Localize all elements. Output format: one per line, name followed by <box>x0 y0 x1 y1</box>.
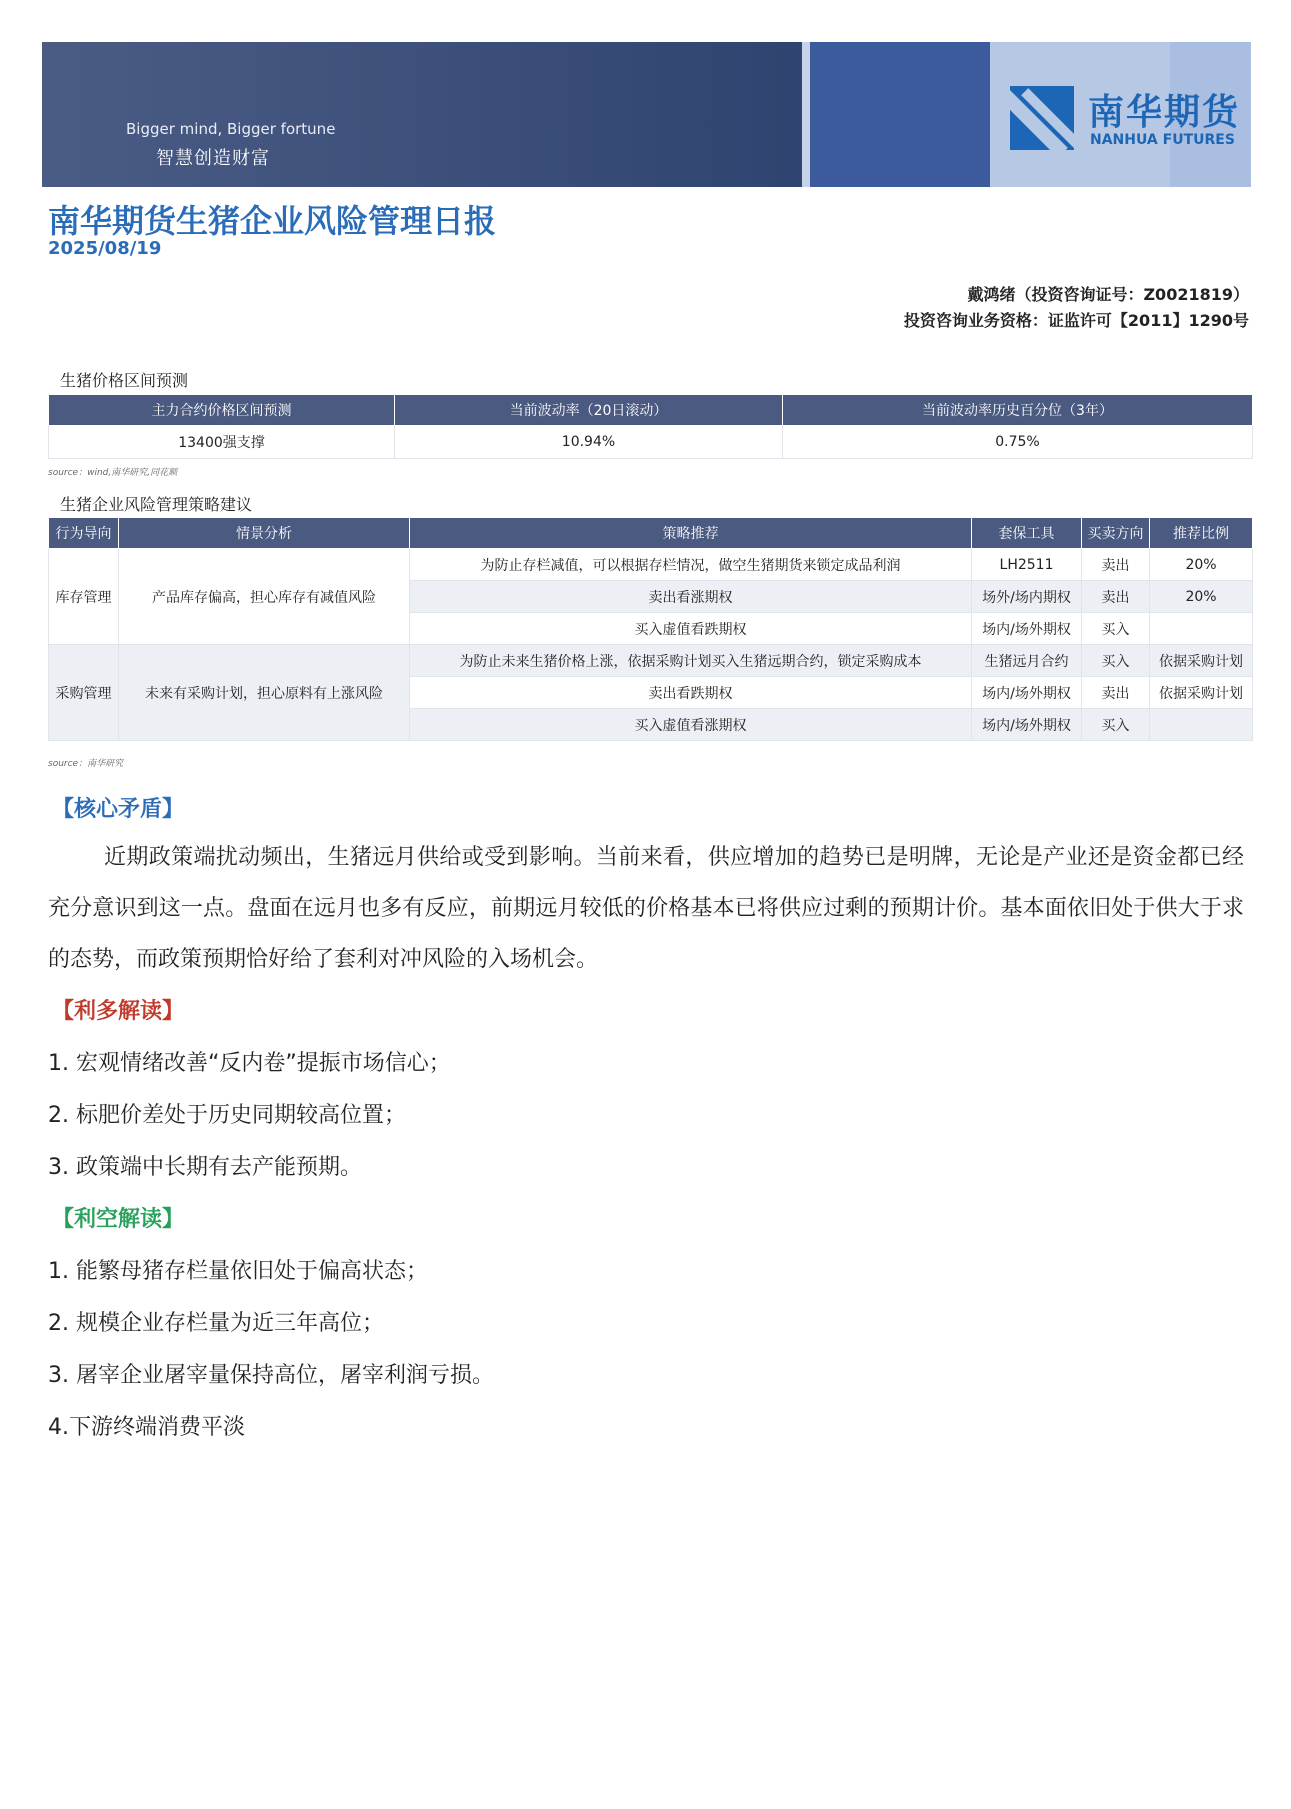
bullish-item: 2. 标肥价差处于历史同期较高位置； <box>48 1103 406 1128</box>
table-header: 当前波动率（20日滚动） <box>395 395 783 426</box>
table-header-row <box>49 518 1253 549</box>
strategy-table-label: 生猪企业风险管理策略建议 <box>60 495 253 514</box>
table-row <box>49 549 1253 581</box>
strategy-cell: 买入虚值看跌期权 <box>410 613 972 645</box>
core-heading: 【核心矛盾】 <box>52 797 185 822</box>
tool-cell: 生猪远月合约 <box>972 645 1082 677</box>
strategy-table <box>48 517 1253 741</box>
tool-cell: 场外/场内期权 <box>972 581 1082 613</box>
table-header: 主力合约价格区间预测 <box>49 395 395 426</box>
ratio-cell: 20% <box>1150 549 1253 581</box>
tool-cell: 场内/场外期权 <box>972 613 1082 645</box>
logo-text-en: NANHUA FUTURES <box>1090 132 1235 148</box>
table-cell: 0.75% <box>783 426 1253 459</box>
bearish-heading: 【利空解读】 <box>52 1207 185 1232</box>
slogan-cn: 智慧创造财富 <box>156 148 270 169</box>
direction-cell: 买入 <box>1082 709 1150 741</box>
bearish-item: 1. 能繁母猪存栏量依旧处于偏高状态； <box>48 1259 428 1284</box>
report-date: 2025/08/19 <box>48 238 162 259</box>
table-header: 买卖方向 <box>1082 518 1150 549</box>
price-table-label: 生猪价格区间预测 <box>60 371 189 390</box>
table-header-row <box>49 395 1253 426</box>
table-row <box>49 645 1253 677</box>
report-title: 南华期货生猪企业风险管理日报 <box>48 202 497 240</box>
slogan-en: Bigger mind, Bigger fortune <box>126 120 336 138</box>
company-logo <box>1010 84 1240 154</box>
bullish-heading: 【利多解读】 <box>52 999 185 1024</box>
ratio-cell: 20% <box>1150 581 1253 613</box>
license-info: 投资咨询业务资格：证监许可【2011】1290号 <box>903 311 1249 330</box>
ratio-cell <box>1150 613 1253 645</box>
source-note: source：wind,南华研究,同花顺 <box>48 468 178 478</box>
banner-stripe <box>802 42 810 187</box>
direction-cell: 卖出 <box>1082 549 1150 581</box>
ratio-cell: 依据采购计划 <box>1150 645 1253 677</box>
logo-mark-icon <box>1010 86 1074 150</box>
strategy-cell: 卖出看跌期权 <box>410 677 972 709</box>
scenario-cell: 产品库存偏高，担心库存有减值风险 <box>119 549 410 645</box>
direction-cell: 卖出 <box>1082 581 1150 613</box>
strategy-cell: 为防止存栏减值，可以根据存栏情况，做空生猪期货来锁定成品利润 <box>410 549 972 581</box>
source-note: source：南华研究 <box>48 759 124 769</box>
table-cell: 13400强支撑 <box>49 426 395 459</box>
direction-cell: 买入 <box>1082 613 1150 645</box>
tool-cell: 场内/场外期权 <box>972 677 1082 709</box>
author-name: 戴鸿绪（投资咨询证号：Z0021819） <box>967 285 1249 304</box>
orientation-cell: 库存管理 <box>49 549 119 645</box>
price-forecast-table <box>48 394 1253 459</box>
header-banner <box>42 42 1251 187</box>
table-header: 推荐比例 <box>1150 518 1253 549</box>
banner-stripe <box>810 42 990 187</box>
scenario-cell: 未来有采购计划，担心原料有上涨风险 <box>119 645 410 741</box>
table-header: 当前波动率历史百分位（3年） <box>783 395 1253 426</box>
bearish-item: 2. 规模企业存栏量为近三年高位； <box>48 1311 384 1336</box>
direction-cell: 卖出 <box>1082 677 1150 709</box>
bearish-item: 4.下游终端消费平淡 <box>48 1415 245 1440</box>
core-paragraph: 近期政策端扰动频出，生猪远月供给或受到影响。当前来看，供应增加的趋势已是明牌，无论是产业还是资金都已经充分意识到这一点。盘面在远月也多有反应，前期远月较低的价格基本已将供应过剩的预期计价。基本面依旧处于供大于求的态势，而政策预期恰好给了套利对冲风险的入场机会。 <box>48 845 1244 972</box>
tool-cell: 场内/场外期权 <box>972 709 1082 741</box>
direction-cell: 买入 <box>1082 645 1150 677</box>
table-header: 策略推荐 <box>410 518 972 549</box>
author-info <box>904 282 1249 334</box>
ratio-cell: 依据采购计划 <box>1150 677 1253 709</box>
table-cell: 10.94% <box>395 426 783 459</box>
ratio-cell <box>1150 709 1253 741</box>
logo-text-cn: 南华期货 <box>1088 92 1241 133</box>
table-header: 情景分析 <box>119 518 410 549</box>
bearish-item: 3. 屠宰企业屠宰量保持高位，屠宰利润亏损。 <box>48 1363 494 1388</box>
table-header: 套保工具 <box>972 518 1082 549</box>
strategy-cell: 为防止未来生猪价格上涨，依据采购计划买入生猪远期合约，锁定采购成本 <box>410 645 972 677</box>
table-header: 行为导向 <box>49 518 119 549</box>
strategy-cell: 卖出看涨期权 <box>410 581 972 613</box>
tool-cell: LH2511 <box>972 549 1082 581</box>
table-row <box>49 426 1253 459</box>
orientation-cell: 采购管理 <box>49 645 119 741</box>
strategy-cell: 买入虚值看涨期权 <box>410 709 972 741</box>
bullish-item: 1. 宏观情绪改善“反内卷”提振市场信心； <box>48 1051 451 1076</box>
bullish-item: 3. 政策端中长期有去产能预期。 <box>48 1155 362 1180</box>
